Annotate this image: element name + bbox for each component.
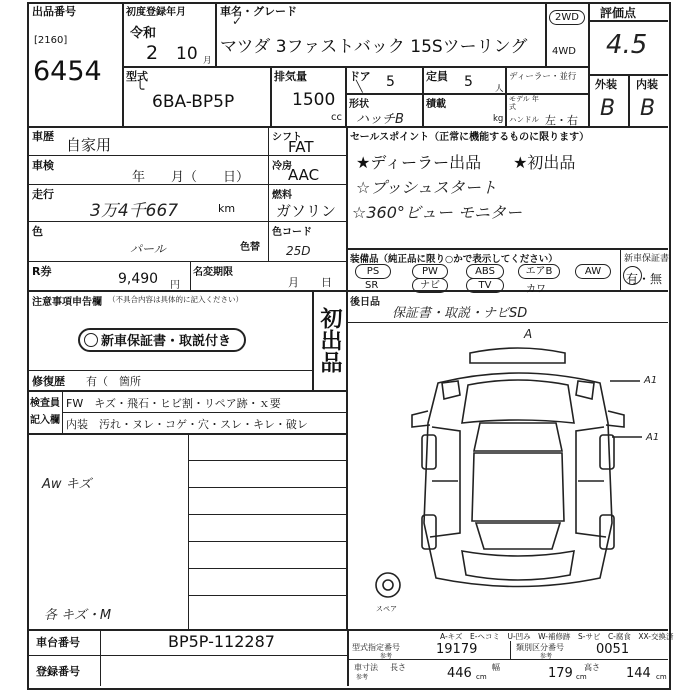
shift: FAT bbox=[288, 138, 314, 156]
grid-line bbox=[27, 655, 348, 656]
interior-label: 内装 bbox=[636, 78, 658, 91]
doors-mark: ╲ bbox=[356, 80, 363, 93]
repair-label: 修復歴 bbox=[32, 375, 65, 388]
fuel-label: 燃料 bbox=[272, 190, 292, 201]
grid-line bbox=[345, 93, 588, 95]
lot-number: 6454 bbox=[33, 56, 102, 87]
equip-abs[interactable]: ABS bbox=[466, 264, 504, 279]
grid-line bbox=[188, 460, 346, 461]
grid-line bbox=[505, 66, 507, 126]
doors-label: ドア bbox=[349, 70, 371, 83]
remark-2: 各 キズ・M bbox=[44, 608, 112, 623]
era: 令和 bbox=[130, 26, 157, 41]
selling-point-1: ★ディーラー出品 ★初出品 bbox=[356, 153, 576, 172]
warranty-yes-circle bbox=[623, 266, 642, 285]
handle-label: ハンドル bbox=[509, 115, 539, 124]
grid-line bbox=[347, 629, 349, 686]
dims-label: 車寸法 bbox=[354, 663, 378, 672]
class-no: 0051 bbox=[596, 642, 630, 657]
type-cert-ref: 参考 bbox=[380, 653, 393, 660]
color: パール bbox=[130, 242, 166, 256]
notes-sub: （不具合内容は具体的に記入ください） bbox=[108, 295, 243, 304]
grid-line bbox=[620, 248, 621, 290]
equip-sr[interactable]: SR bbox=[365, 280, 379, 291]
color-label: 色 bbox=[32, 225, 43, 238]
cc-unit: cc bbox=[331, 112, 342, 123]
model-year-label: モデル 年式 bbox=[509, 95, 539, 111]
color-code-label: 色コード bbox=[272, 227, 312, 238]
grid-line bbox=[270, 66, 272, 126]
shift-label: シフト bbox=[272, 132, 302, 143]
length: 446 bbox=[447, 666, 472, 681]
mileage-label: 走行 bbox=[32, 188, 54, 201]
grid-line bbox=[422, 66, 424, 126]
damage-legend: A-キズ E-ヘコミ U-凹み W-補修跡 S-サビ C-腐食 XX-交換済 bbox=[440, 632, 674, 641]
width: 179 bbox=[548, 666, 573, 681]
grid-line bbox=[27, 433, 347, 435]
grid-line bbox=[122, 2, 124, 126]
km-unit: km bbox=[218, 202, 236, 215]
height-label: 高さ bbox=[584, 663, 600, 672]
grid-line bbox=[268, 126, 269, 261]
spare-label: スペア bbox=[376, 605, 397, 613]
grid-line bbox=[346, 390, 348, 630]
grid-line bbox=[346, 126, 348, 391]
notes-label: 注意事項申告欄 bbox=[32, 297, 102, 308]
equip-navi[interactable]: ナビ bbox=[412, 278, 448, 293]
class-ref: 参考 bbox=[540, 653, 553, 660]
mileage: 3万4千667 bbox=[90, 201, 179, 221]
reg-year: 2 bbox=[146, 42, 159, 64]
exterior-label: 外装 bbox=[595, 78, 617, 91]
kg-unit: kg bbox=[493, 114, 504, 124]
lot-label: 出品番号 bbox=[32, 5, 76, 18]
interior-grade: B bbox=[640, 96, 656, 121]
grid-line bbox=[27, 221, 347, 222]
length-label: 長さ bbox=[390, 663, 406, 672]
grid-line bbox=[346, 290, 668, 292]
equip-pw[interactable]: PW bbox=[412, 264, 448, 279]
lot-prefix: [2160] bbox=[34, 35, 68, 46]
dealer-label: ディーラー・並行 bbox=[509, 72, 577, 82]
equip-tv[interactable]: TV bbox=[466, 278, 504, 293]
equip-ps[interactable]: PS bbox=[355, 264, 391, 279]
inspector-label-top: 検査員 bbox=[30, 398, 60, 409]
purpose: 自家用 bbox=[66, 136, 112, 154]
grid-line bbox=[510, 641, 511, 659]
yen-unit: 円 bbox=[170, 280, 180, 291]
chassis: BP5P-112287 bbox=[168, 632, 275, 651]
width-label: 幅 bbox=[492, 663, 500, 672]
grid-line bbox=[188, 487, 346, 488]
fuel: ガソリン bbox=[276, 202, 337, 220]
inspection-value: 年 月（ 日） bbox=[132, 170, 250, 185]
person-unit: 人 bbox=[495, 84, 504, 94]
shape-label: 形状 bbox=[349, 99, 369, 110]
first-listing-stamp: 初出品 bbox=[317, 307, 342, 373]
displacement-label: 排気量 bbox=[274, 70, 307, 83]
type-cert-label: 型式指定番号 bbox=[352, 643, 400, 652]
dims-ref: 参考 bbox=[356, 674, 369, 681]
inspector-row-1: FW キズ・飛石・ヒビ割・リペア跡・ｘ要 bbox=[66, 397, 281, 410]
width-unit: cm bbox=[576, 673, 587, 681]
stamp-text: 新車保証書・取説付き bbox=[101, 334, 232, 349]
warranty-value: 有・無 bbox=[626, 272, 663, 286]
score: 4.5 bbox=[606, 30, 648, 60]
diagram-top-mark: A bbox=[524, 327, 533, 341]
equipment-label: 装備品（純正品に限り○かで表示してください） bbox=[350, 254, 558, 265]
equip-airbag[interactable]: エアB bbox=[518, 264, 560, 279]
chassis-label: 車台番号 bbox=[36, 636, 80, 649]
remark-1: Aw キズ bbox=[42, 477, 92, 492]
ac-label: 冷房 bbox=[272, 161, 292, 172]
later-label: 後日品 bbox=[350, 297, 380, 308]
stamp-icon bbox=[84, 333, 98, 347]
grid-line bbox=[628, 74, 630, 126]
reg-date-label: 初度登録年月 bbox=[126, 7, 186, 18]
grid-line bbox=[27, 390, 347, 392]
capacity-label: 定員 bbox=[426, 70, 448, 83]
displacement: 1500 bbox=[292, 90, 336, 110]
model-label: 型式 bbox=[126, 70, 148, 83]
recycle: 9,490 bbox=[118, 271, 159, 287]
selling-points-label: セールスポイント（正常に機能するものに限ります） bbox=[350, 132, 590, 143]
shape: ハッチB bbox=[356, 112, 404, 127]
inspector-label-bottom: 記入欄 bbox=[30, 415, 60, 426]
class-label: 類別区分番号 bbox=[516, 643, 564, 652]
drive-4wd-option[interactable]: 4WD bbox=[552, 46, 576, 57]
grid-line bbox=[27, 290, 347, 292]
selling-point-3: ☆360°ビュー モニター bbox=[352, 203, 522, 222]
type-cert: 19179 bbox=[436, 642, 478, 657]
diagram-a1b-mark: A1 bbox=[646, 432, 660, 443]
grid-line bbox=[100, 629, 101, 686]
purpose-label: 車歴 bbox=[32, 130, 54, 143]
reg-month: 10 bbox=[176, 44, 198, 64]
handle-value: 左・右 bbox=[545, 114, 578, 127]
car-damage-diagram bbox=[350, 323, 667, 628]
grid-line bbox=[345, 66, 347, 126]
grid-line bbox=[188, 568, 346, 569]
exterior-grade: B bbox=[600, 96, 616, 121]
load-label: 積載 bbox=[426, 99, 446, 110]
grid-line bbox=[188, 595, 346, 596]
model-mark: ╰ bbox=[136, 82, 145, 98]
doors: 5 bbox=[386, 74, 395, 90]
repair-value: 有（ 箇所 bbox=[86, 375, 141, 388]
height-unit: cm bbox=[656, 673, 667, 681]
length-unit: cm bbox=[476, 673, 487, 681]
model: 6BA-BP5P bbox=[152, 92, 235, 112]
month-unit: 月 bbox=[203, 56, 212, 66]
grid-line bbox=[190, 261, 191, 290]
color-code: 25D bbox=[286, 244, 311, 258]
color-change-label: 色替 bbox=[240, 242, 260, 253]
car-name-label: 車名・グレード bbox=[220, 5, 297, 18]
grid-line bbox=[215, 2, 217, 66]
ac: AAC bbox=[288, 166, 320, 184]
equip-leather[interactable]: カワ bbox=[526, 284, 546, 295]
grid-line bbox=[62, 412, 347, 413]
deadline-value: 月 日 bbox=[288, 276, 332, 289]
equip-aw[interactable]: AW bbox=[575, 264, 611, 279]
selling-point-2: ☆プッシュスタート bbox=[356, 178, 497, 197]
height: 144 bbox=[626, 666, 651, 681]
warranty-stamp bbox=[78, 328, 246, 352]
warranty-label: 新車保証書 bbox=[624, 254, 670, 264]
registration-label: 登録番号 bbox=[36, 665, 80, 678]
score-label: 評価点 bbox=[600, 6, 637, 20]
grid-line bbox=[188, 541, 346, 542]
deadline-label: 名変期限 bbox=[193, 267, 233, 278]
capacity: 5 bbox=[464, 74, 473, 90]
diagram-a1-mark: A1 bbox=[644, 375, 658, 386]
grid-line bbox=[27, 261, 347, 262]
inspector-row-2: 内装 汚れ・ヌレ・コゲ・穴・スレ・キレ・破レ bbox=[66, 418, 308, 431]
grid-line bbox=[188, 514, 346, 515]
grid-line bbox=[27, 370, 313, 371]
car-name-mark: ✓ bbox=[232, 14, 243, 28]
grid-line bbox=[347, 659, 668, 660]
later-value: 保証書・取説・ナビSD bbox=[392, 306, 528, 321]
drive-2wd-option[interactable]: 2WD bbox=[549, 10, 585, 25]
grid-line bbox=[188, 433, 189, 629]
grid-line bbox=[545, 2, 547, 66]
inspection-label: 車検 bbox=[32, 159, 54, 172]
recycle-label: R券 bbox=[32, 265, 52, 278]
car-name: マツダ 3ファストバック 15Sツーリング bbox=[220, 37, 528, 57]
